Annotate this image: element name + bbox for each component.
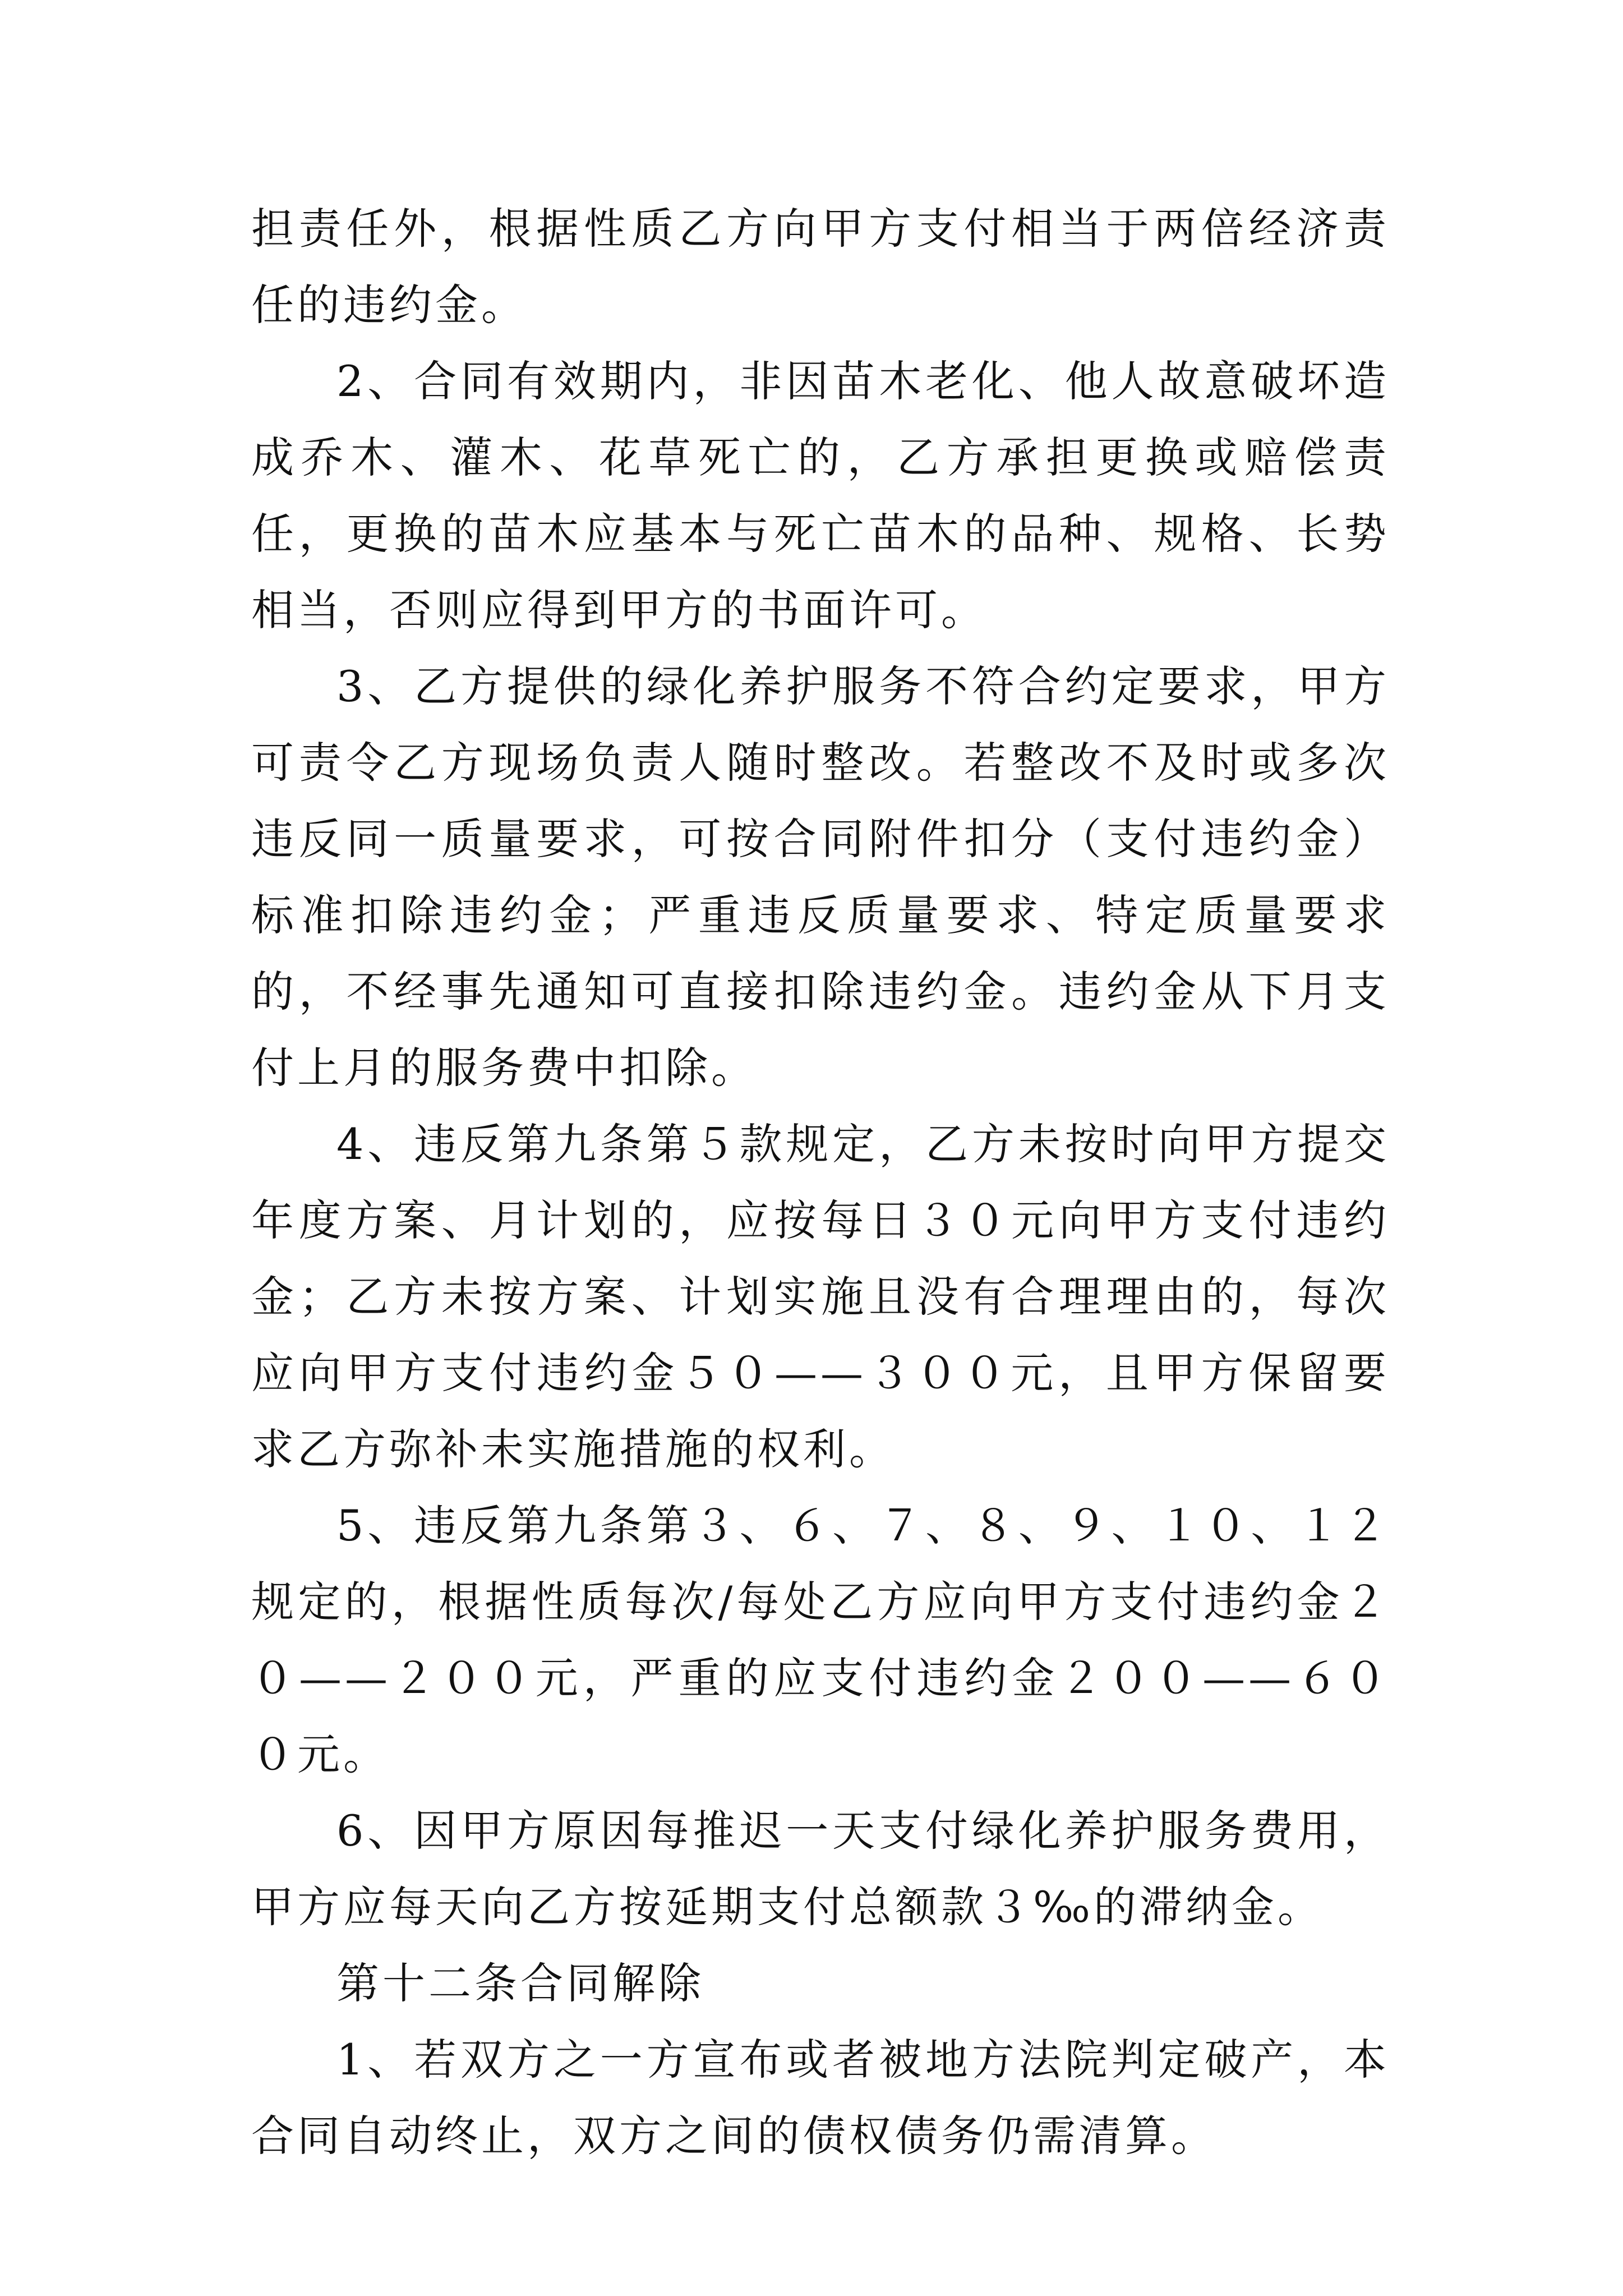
paragraph-clause-2: 2、合同有效期内，非因苗木老化、他人故意破坏造成乔木、灌木、花草死亡的，乙方承担更换或赔偿责任，更换的苗木应基本与死亡苗木的品种、规格、长势相当，否则应得到甲方的书面许可。 [251,356,1390,635]
document-body [251,191,1390,2174]
paragraph-article-12-clause-1: 1、若双方之一方宣布或者被地方法院判定破产，本合同自动终止，双方之间的债权债务仍需清算。 [251,2035,1390,2161]
paragraph-continued-liability: 担责任外，根据性质乙方向甲方支付相当于两倍经济责任的违约金。 [251,204,1390,330]
paragraph-clause-6: 6、因甲方原因每推迟一天支付绿化养护服务费用，甲方应每天向乙方按延期支付总额款３‰的滞纳金。 [251,1806,1390,1932]
section-heading-article-12: 第十二条合同解除 [336,1958,704,2008]
paragraph-clause-5: 5、违反第九条第３、６、７、８、９、１０、１２规定的，根据性质每次/每处乙方应向甲方支付违约金２０——２００元，严重的应支付违约金２００——６００元。 [251,1501,1390,1779]
paragraph-clause-3: 3、乙方提供的绿化养护服务不符合约定要求，甲方可责令乙方现场负责人随时整改。若整改不及时或多次违反同一质量要求，可按合同附件扣分（支付违约金）标准扣除违约金；严重违反质量要求、特定质量要求的，不经事先通知可直接扣除违约金。违约金从下月支付上月的服务费中扣除。 [251,661,1390,1093]
paragraph-clause-4: 4、违反第九条第５款规定，乙方未按时向甲方提交年度方案、月计划的，应按每日３０元向甲方支付违约金；乙方未按方案、计划实施且没有合理理由的，每次应向甲方支付违约金５０——３００元，且甲方保留要求乙方弥补未实施措施的权利。 [251,1119,1390,1474]
